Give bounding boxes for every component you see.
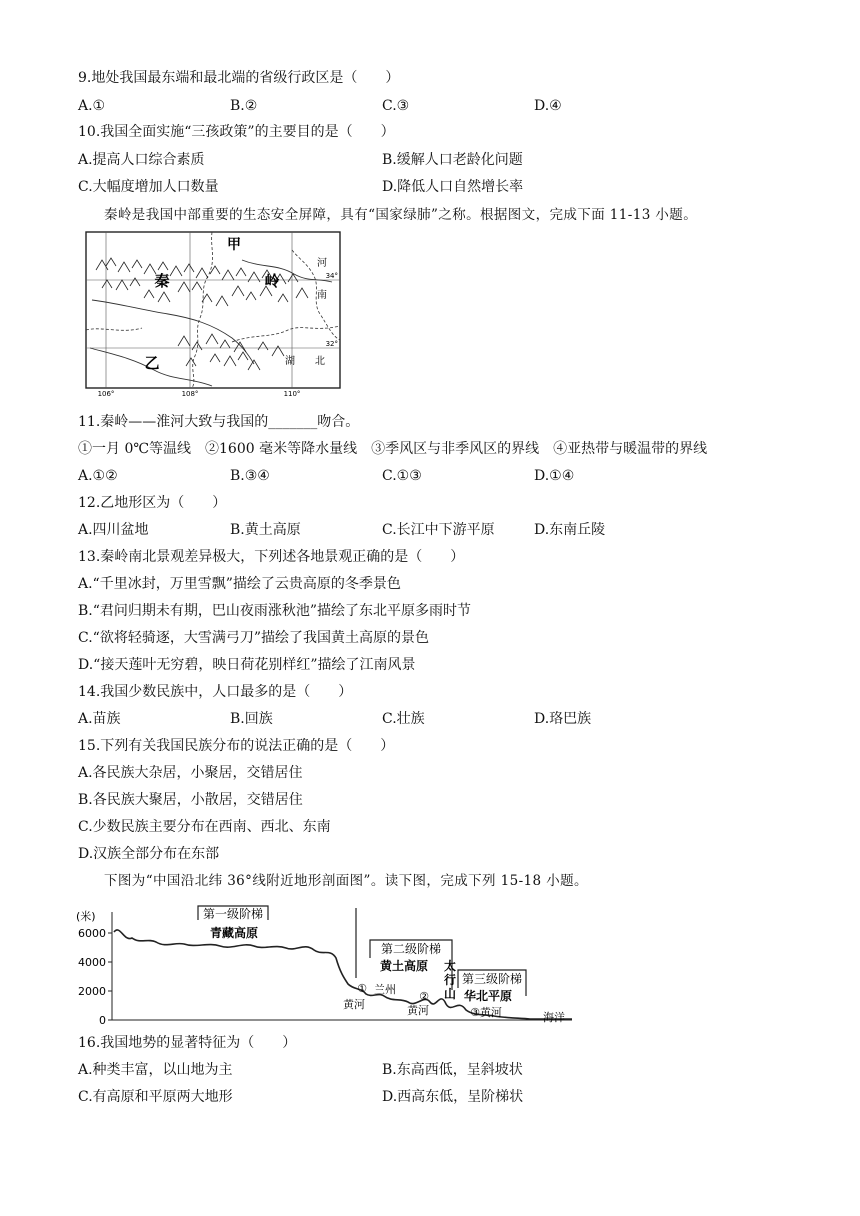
q10-option-b[interactable]: B.缓解人口老龄化问题 [382, 152, 523, 168]
q16-stem: 16.我国地势的显著特征为（ ） [78, 1035, 297, 1051]
q15-option-a[interactable]: A.各民族大杂居，小聚居，交错居住 [78, 765, 303, 781]
terrain-profile [74, 898, 574, 1028]
intro-qinling: 秦岭是我国中部重要的生态安全屏障，具有“国家绿肺”之称。根据图文，完成下面 11-13 小题。 [104, 207, 698, 223]
q16-option-a[interactable]: A.种类丰富，以山地为主 [78, 1062, 233, 1078]
label-shan: 山 [443, 987, 457, 1001]
map-label-bei: 北 [315, 356, 325, 367]
map-frame [86, 232, 340, 388]
q13-option-c[interactable]: C.“欲将轻骑逐，大雪满弓刀”描绘了我国黄土高原的景色 [78, 630, 429, 646]
q15-option-c[interactable]: C.少数民族主要分布在西南、西北、东南 [78, 819, 331, 835]
q9-option-a[interactable]: A.① [78, 98, 106, 114]
label-huanghe-2: 黄河 [407, 1004, 429, 1017]
q15-option-d[interactable]: D.汉族全部分布在东部 [78, 846, 220, 862]
label-tai: 太 [443, 959, 457, 973]
q13-option-b[interactable]: B.“君问归期未有期，巴山夜雨涨秋池”描绘了东北平原多雨时节 [78, 603, 472, 619]
label-hang: 行 [443, 973, 457, 987]
label-ocean: 海洋 [543, 1011, 565, 1024]
label-step1: 第一级阶梯 [202, 907, 264, 921]
q13-stem: 13.秦岭南北景观差异极大，下列述各地景观正确的是（ ） [78, 549, 465, 565]
q12-option-d[interactable]: D.东南丘陵 [534, 522, 606, 538]
q14-option-a[interactable]: A.苗族 [78, 711, 121, 727]
q13-option-d[interactable]: D.“接天莲叶无穷碧，映日荷花别样红”描绘了江南风景 [78, 657, 416, 673]
q9-option-d[interactable]: D.④ [534, 98, 562, 114]
q10-option-d[interactable]: D.降低人口自然增长率 [382, 179, 524, 195]
q11-option-b[interactable]: B.③④ [230, 468, 270, 484]
q15-stem: 15.下列有关我国民族分布的说法正确的是（ ） [78, 738, 395, 754]
q9-option-b[interactable]: B.② [230, 98, 258, 114]
q15-option-b[interactable]: B.各民族大聚居，小散居，交错居住 [78, 792, 303, 808]
map-label-hu: 湖 [285, 356, 295, 367]
marker-1: ① [357, 982, 367, 995]
q14-option-b[interactable]: B.回族 [230, 711, 273, 727]
y-tick-0: 0 [99, 1014, 106, 1027]
q10-stem: 10.我国全面实施“三孩政策”的主要目的是（ ） [78, 124, 395, 140]
lat-tick-32: 32° [325, 340, 338, 348]
q12-option-a[interactable]: A.四川盆地 [78, 522, 149, 538]
q16-option-b[interactable]: B.东高西低，呈斜坡状 [382, 1062, 523, 1078]
q12-stem: 12.乙地形区为（ ） [78, 495, 227, 511]
label-lanzhou: 兰州 [374, 983, 396, 996]
profile-axis [108, 912, 572, 1020]
q14-option-d[interactable]: D.珞巴族 [534, 711, 592, 727]
map-label-qin: 秦 [154, 272, 170, 290]
marker-2: ② [419, 990, 429, 1003]
lon-tick-106: 106° [97, 390, 115, 398]
label-huabei: 华北平原 [463, 989, 513, 1003]
q10-option-c[interactable]: C.大幅度增加人口数量 [78, 179, 219, 195]
q10-option-a[interactable]: A.提高人口综合素质 [78, 152, 205, 168]
q14-option-c[interactable]: C.壮族 [382, 711, 425, 727]
intro-profile: 下图为“中国沿北纬 36°线附近地形剖面图”。读下图，完成下列 15-18 小题。 [104, 873, 588, 889]
q11-option-d[interactable]: D.①④ [534, 468, 575, 484]
q16-option-c[interactable]: C.有高原和平原两大地形 [78, 1089, 233, 1105]
map-label-nan: 南 [317, 290, 327, 301]
lon-tick-108: 108° [181, 390, 199, 398]
q9-stem: 9.地处我国最东端和最北端的省级行政区是（ ） [78, 70, 400, 86]
q14-stem: 14.我国少数民族中，人口最多的是（ ） [78, 684, 353, 700]
map-label-yi: 乙 [144, 354, 160, 372]
label-huanghe-3: ③黄河 [470, 1006, 502, 1019]
label-step2: 第二级阶梯 [380, 942, 442, 956]
qinling-map [82, 230, 344, 400]
label-huangtu: 黄土高原 [379, 959, 429, 973]
q12-option-b[interactable]: B.黄土高原 [230, 522, 301, 538]
y-tick-6000: 6000 [78, 927, 106, 940]
label-huanghe-1: 黄河 [343, 998, 365, 1011]
label-step3: 第三级阶梯 [461, 972, 523, 986]
label-qingzang: 青藏高原 [209, 926, 259, 940]
map-label-jia: 甲 [227, 237, 241, 253]
q11-option-c[interactable]: C.①③ [382, 468, 422, 484]
lat-tick-34: 34° [325, 272, 338, 280]
q11-items: ①一月 0℃等温线 ②1600 毫米等降水量线 ③季风区与非季风区的界线 ④亚热带与暖温带的界线 [78, 441, 708, 457]
q11-stem: 11.秦岭——淮河大致与我国的_______吻合。 [78, 414, 360, 430]
map-label-ling: 岭 [264, 272, 280, 290]
q11-option-a[interactable]: A.①② [78, 468, 118, 484]
profile-unit: (米) [76, 910, 96, 923]
q16-option-d[interactable]: D.西高东低，呈阶梯状 [382, 1089, 524, 1105]
map-label-he: 河 [317, 258, 327, 269]
y-tick-4000: 4000 [78, 956, 106, 969]
lon-tick-110: 110° [283, 390, 301, 398]
q12-option-c[interactable]: C.长江中下游平原 [382, 522, 495, 538]
q13-option-a[interactable]: A.“千里冰封，万里雪飘”描绘了云贵高原的冬季景色 [78, 576, 401, 592]
y-tick-2000: 2000 [78, 985, 106, 998]
q9-option-c[interactable]: C.③ [382, 98, 410, 114]
